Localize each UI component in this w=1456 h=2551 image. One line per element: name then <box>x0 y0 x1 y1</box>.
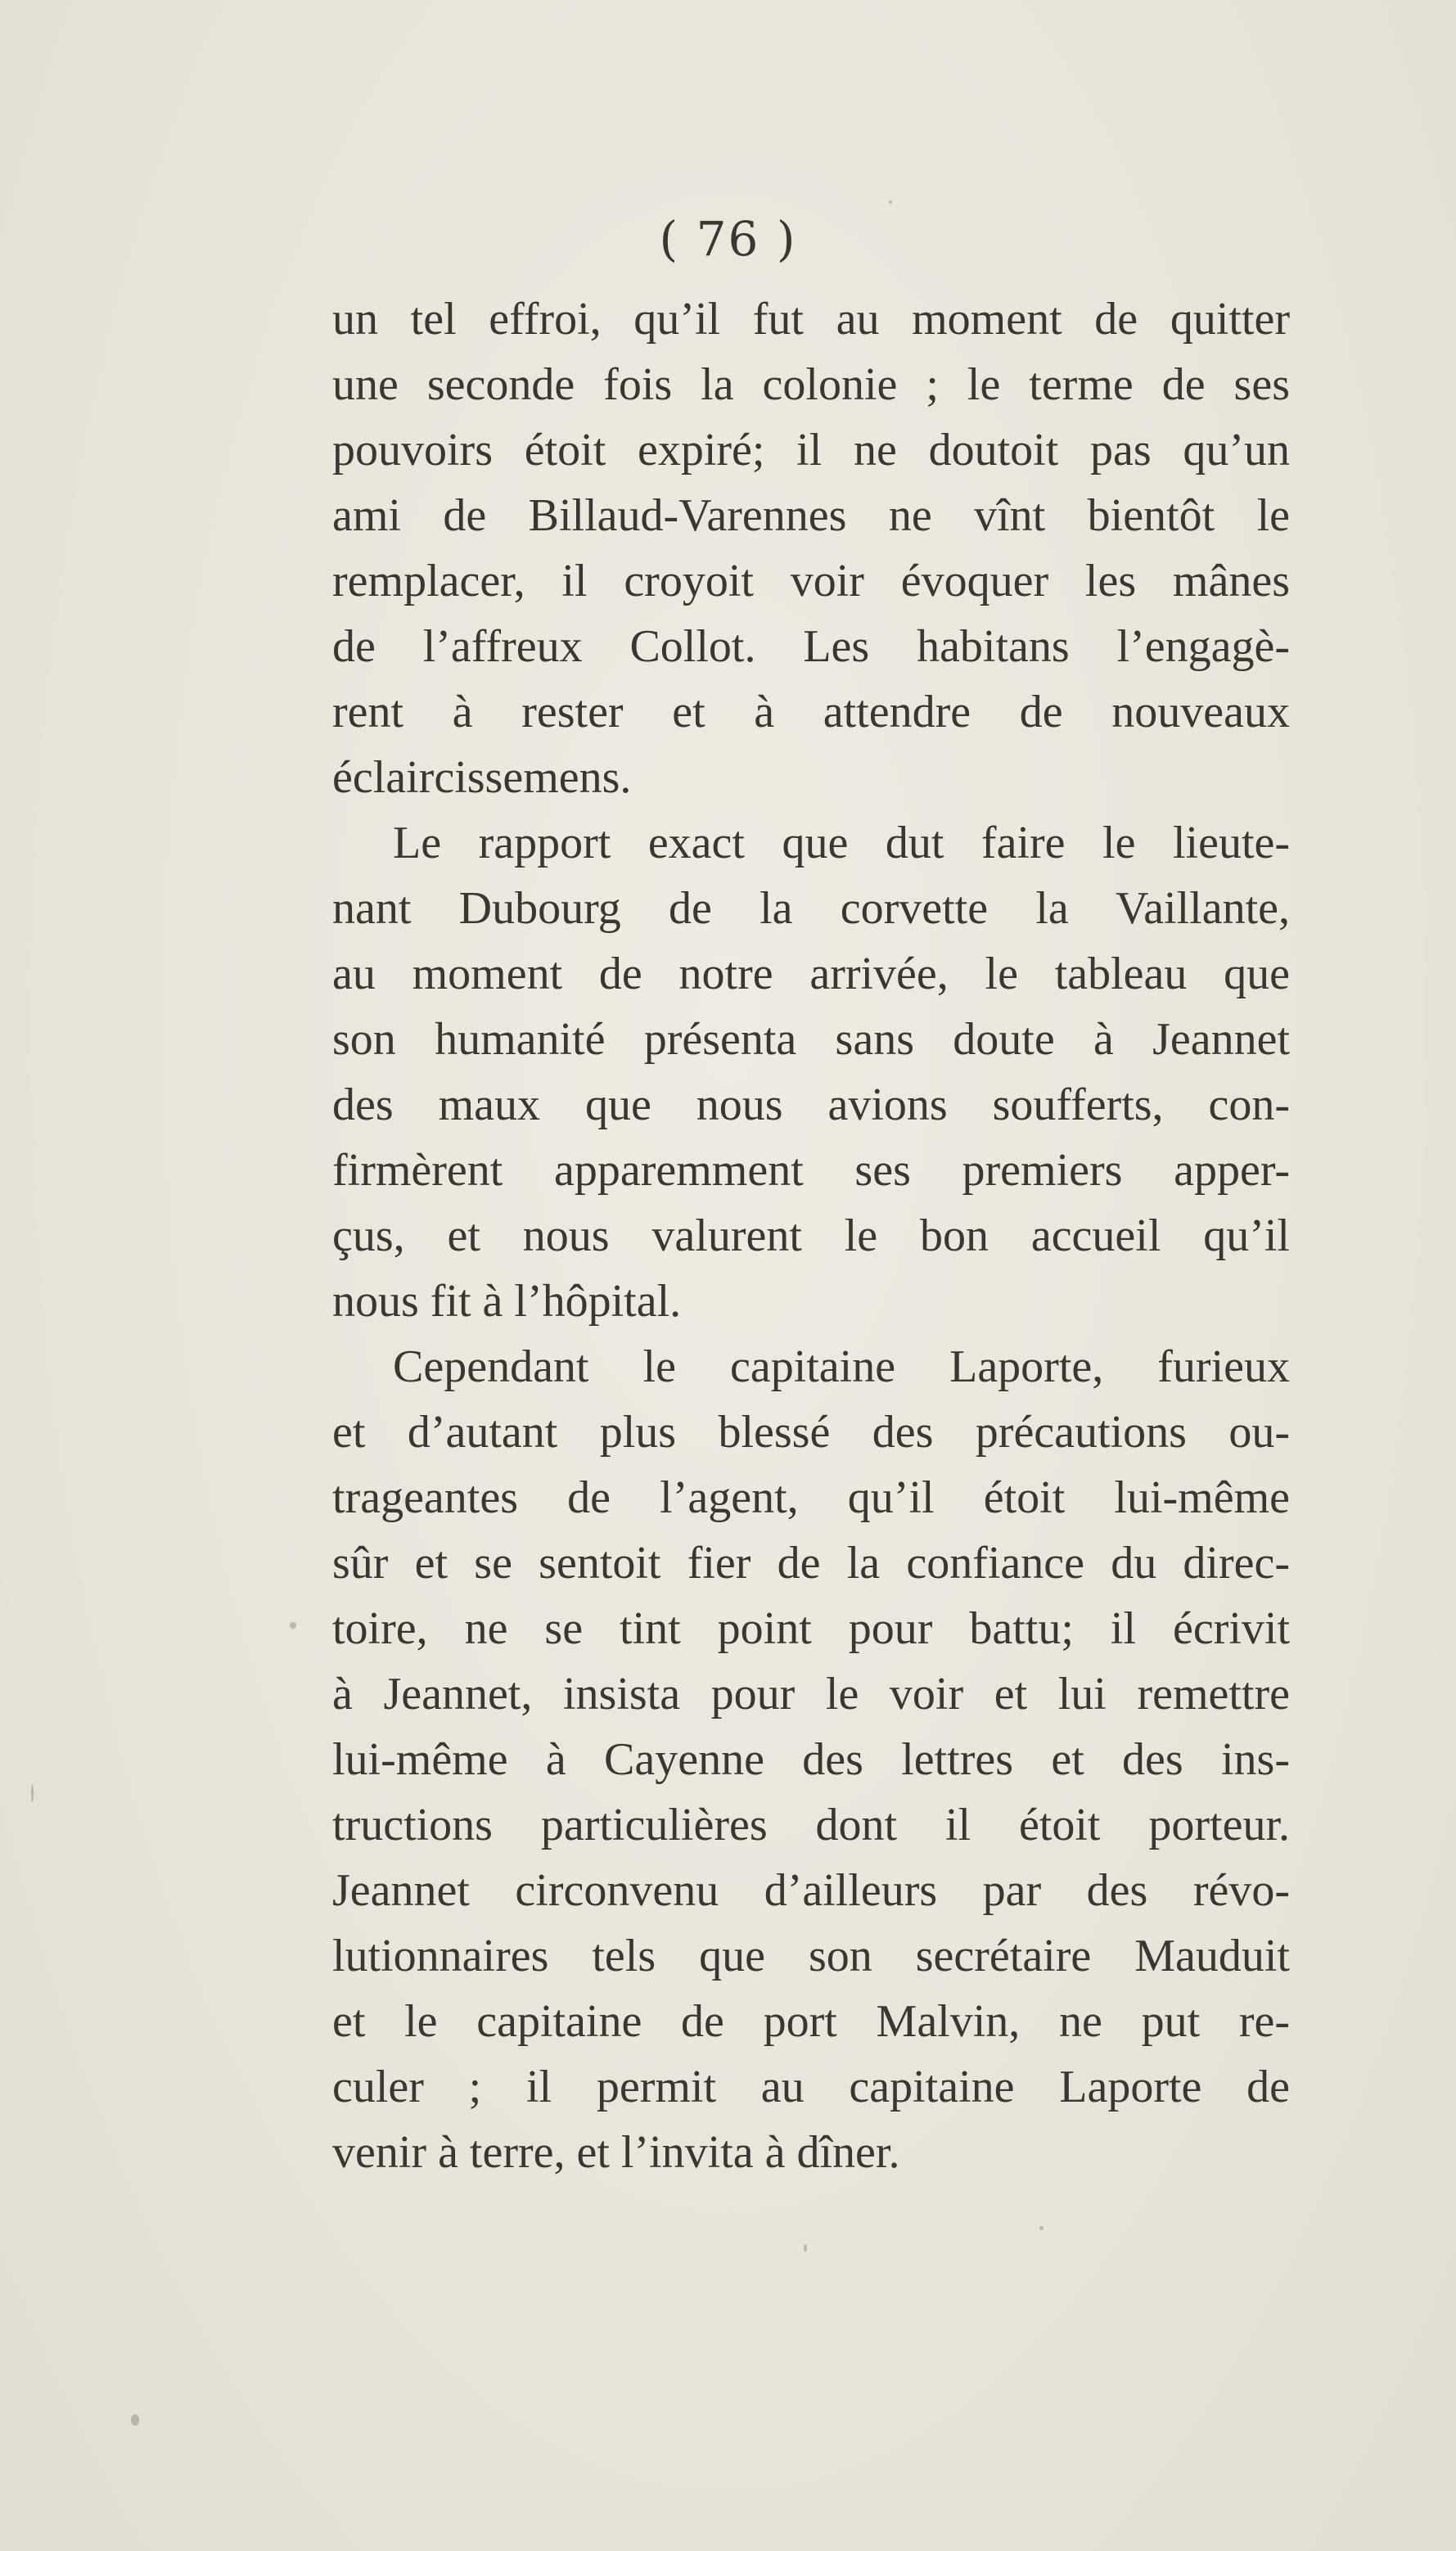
text-line: Jeannet circonvenu d’ailleurs par des révo- <box>332 1865 1290 1916</box>
text-line: culer ; il permit au capitaine Laporte de <box>332 2062 1290 2112</box>
text-line: venir à terre, et l’invita à dîner. <box>332 2127 900 2178</box>
paper-speck <box>1039 2226 1044 2230</box>
text-line: çus, et nous valurent le bon accueil qu’il <box>332 1210 1290 1261</box>
text-line: remplacer, il croyoit voir évoquer les mânes <box>332 556 1290 606</box>
text-line: firmèrent apparemment ses premiers apper- <box>332 1145 1290 1196</box>
paper-speck <box>889 201 892 204</box>
paragraph-start: Cependant le capitaine Laporte, furieux <box>393 1341 1290 1392</box>
text-line: au moment de notre arrivée, le tableau que <box>332 949 1290 999</box>
paper-speck <box>31 1784 34 1802</box>
text-line: et le capitaine de port Malvin, ne put re- <box>332 1996 1290 2047</box>
text-line: des maux que nous avions soufferts, con- <box>332 1079 1290 1130</box>
text-line: nous fit à l’hôpital. <box>332 1276 682 1327</box>
paper-speck <box>131 2414 139 2426</box>
text-line: trageantes de l’agent, qu’il étoit lui-même <box>332 1472 1290 1523</box>
text-line: tructions particulières dont il étoit porteur. <box>332 1800 1290 1850</box>
text-line: son humanité présenta sans doute à Jeannet <box>332 1014 1290 1065</box>
text-line: éclaircissemens. <box>332 752 632 803</box>
text-line: toire, ne se tint point pour battu; il écrivit <box>332 1603 1290 1654</box>
text-line: rent à rester et à attendre de nouveaux <box>332 687 1290 737</box>
paper-speck <box>290 1622 296 1629</box>
text-line: à Jeannet, insista pour le voir et lui remettre <box>332 1669 1290 1719</box>
text-line: ami de Billaud-Varennes ne vînt bientôt le <box>332 490 1290 541</box>
text-line: sûr et se sentoit fier de la confiance du direc- <box>332 1538 1290 1589</box>
text-line: de l’affreux Collot. Les habitans l’engagè- <box>332 621 1290 672</box>
text-line: un tel effroi, qu’il fut au moment de quitter <box>332 294 1290 345</box>
page-number: ( 76 ) <box>659 211 797 267</box>
text-line: pouvoirs étoit expiré; il ne doutoit pas qu’un <box>332 425 1290 475</box>
text-line: lutionnaires tels que son secrétaire Mauduit <box>332 1931 1290 1981</box>
paper-speck <box>804 2244 807 2252</box>
text-line: et d’autant plus blessé des précautions ou- <box>332 1407 1290 1458</box>
paragraph-start: Le rapport exact que dut faire le lieute- <box>393 818 1290 868</box>
text-line: lui-même à Cayenne des lettres et des ins- <box>332 1734 1290 1785</box>
body-text <box>332 286 1290 2185</box>
text-line: nant Dubourg de la corvette la Vaillante, <box>332 883 1290 934</box>
text-line: une seconde fois la colonie ; le terme de ses <box>332 359 1290 410</box>
